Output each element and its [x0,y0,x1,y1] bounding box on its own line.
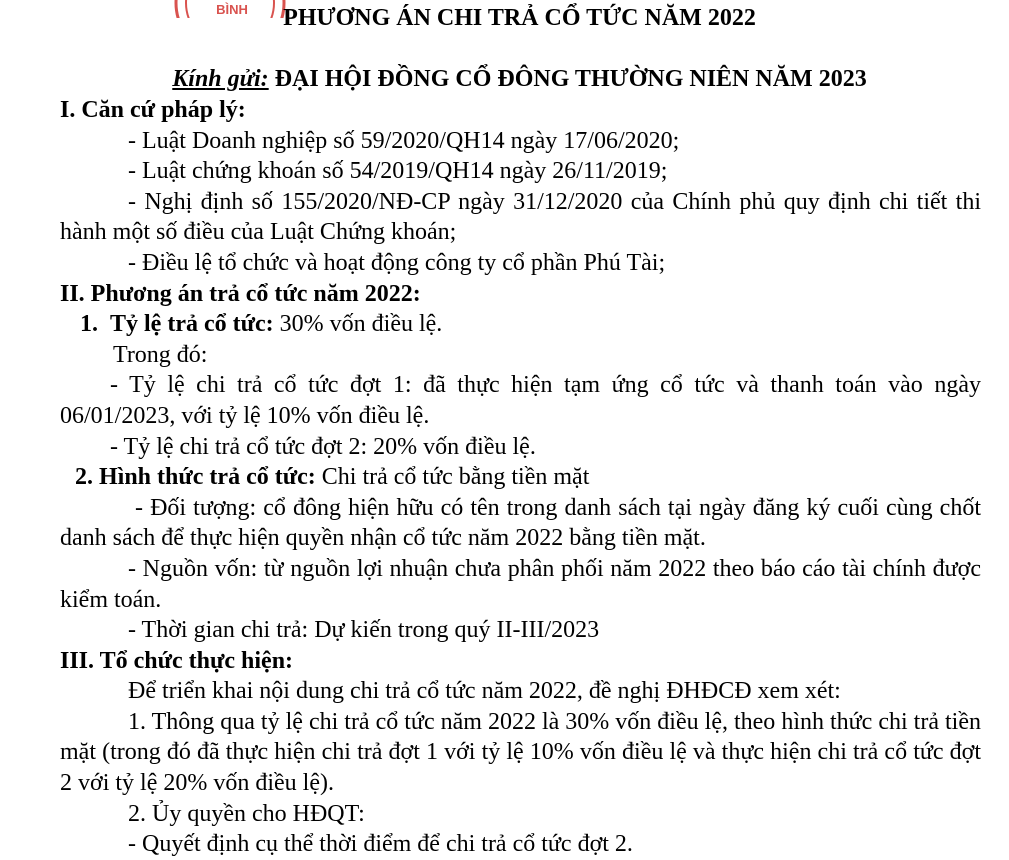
dividend-rate-label: Tỷ lệ trả cổ tức: [110,311,274,338]
implementation-point: 1. Thông qua tỷ lệ chi trả cổ tức năm 2022 là 30% vốn điều lệ, theo hình thức chi trả tiền mặt (trong đó đã thực hiện chi trả đợt 1 với tỷ lệ 10% vốn điều lệ và thực hiện chi trả cổ tức đợt 2 với tỷ lệ 20% vốn điều lệ). [60,708,981,797]
dividend-rate-value: 30% vốn điều lệ. [273,311,443,338]
legal-basis-item: - Nghị định số 155/2020/NĐ-CP ngày 31/12/2020 của Chính phủ quy định chi tiết thi hành một số điều của Luật Chứng khoán; [60,188,981,246]
payment-detail-item: - Đối tượng: cổ đông hiện hữu có tên trong danh sách tại ngày đăng ký cuối cùng chốt danh sách để thực hiện quyền nhận cổ tức năm 2022 bằng tiền mặt. [60,494,981,552]
document-title: PHƯƠNG ÁN CHI TRẢ CỔ TỨC NĂM 2022 [283,5,756,31]
recipient-lead: Kính gửi: [172,66,269,92]
dividend-rate-number: 1. [80,311,98,338]
document-body [60,95,981,860]
payment-detail-item: - Thời gian chi trả: Dự kiến trong quý II-III/2023 [128,617,600,644]
payment-form-label: 2. Hình thức trả cổ tức: [75,464,316,491]
recipient-name: ĐẠI HỘI ĐỒNG CỔ ĐÔNG THƯỜNG NIÊN NĂM 2023 [274,66,867,92]
section-1-heading: I. Căn cứ pháp lý: [60,97,246,123]
section-3-heading: III. Tổ chức thực hiện: [60,647,294,674]
implementation-point: 2. Ủy quyền cho HĐQT: [128,800,365,827]
payment-detail-item: - Nguồn vốn: từ nguồn lợi nhuận chưa phân phối năm 2022 theo báo cáo tài chính được kiểm toán. [60,555,981,613]
implementation-subpoint: - Quyết định cụ thể thời điểm để chi trả cổ tức đợt 2. [128,831,633,858]
dividend-detail-item: - Tỷ lệ chi trả cổ tức đợt 1: đã thực hiện tạm ứng cổ tức và thanh toán vào ngày 06/01/2023, với tỷ lệ 10% vốn điều lệ. [60,372,981,429]
legal-basis-item: - Điều lệ tổ chức và hoạt động công ty cổ phần Phú Tài; [128,249,666,276]
payment-form-line [60,462,981,493]
legal-basis-item: - Luật Doanh nghiệp số 59/2020/QH14 ngày 17/06/2020; [128,127,680,154]
section-2-heading: II. Phương án trả cổ tức năm 2022: [60,280,421,307]
dividend-rate-line [60,309,981,340]
recipient-line [0,64,1009,94]
payment-form-value: Chi trả cổ tức bằng tiền mặt [315,464,590,491]
dividend-rate-intro: Trong đó: [113,341,208,368]
implementation-intro: Để triển khai nội dung chi trả cổ tức năm 2022, đề nghị ĐHĐCĐ xem xét: [128,678,841,705]
dividend-detail-item: - Tỷ lệ chi trả cổ tức đợt 2: 20% vốn điều lệ. [110,433,536,460]
svg-text:BÌNH: BÌNH [216,2,248,17]
legal-basis-item: - Luật chứng khoán số 54/2019/QH14 ngày 26/11/2019; [128,158,668,185]
